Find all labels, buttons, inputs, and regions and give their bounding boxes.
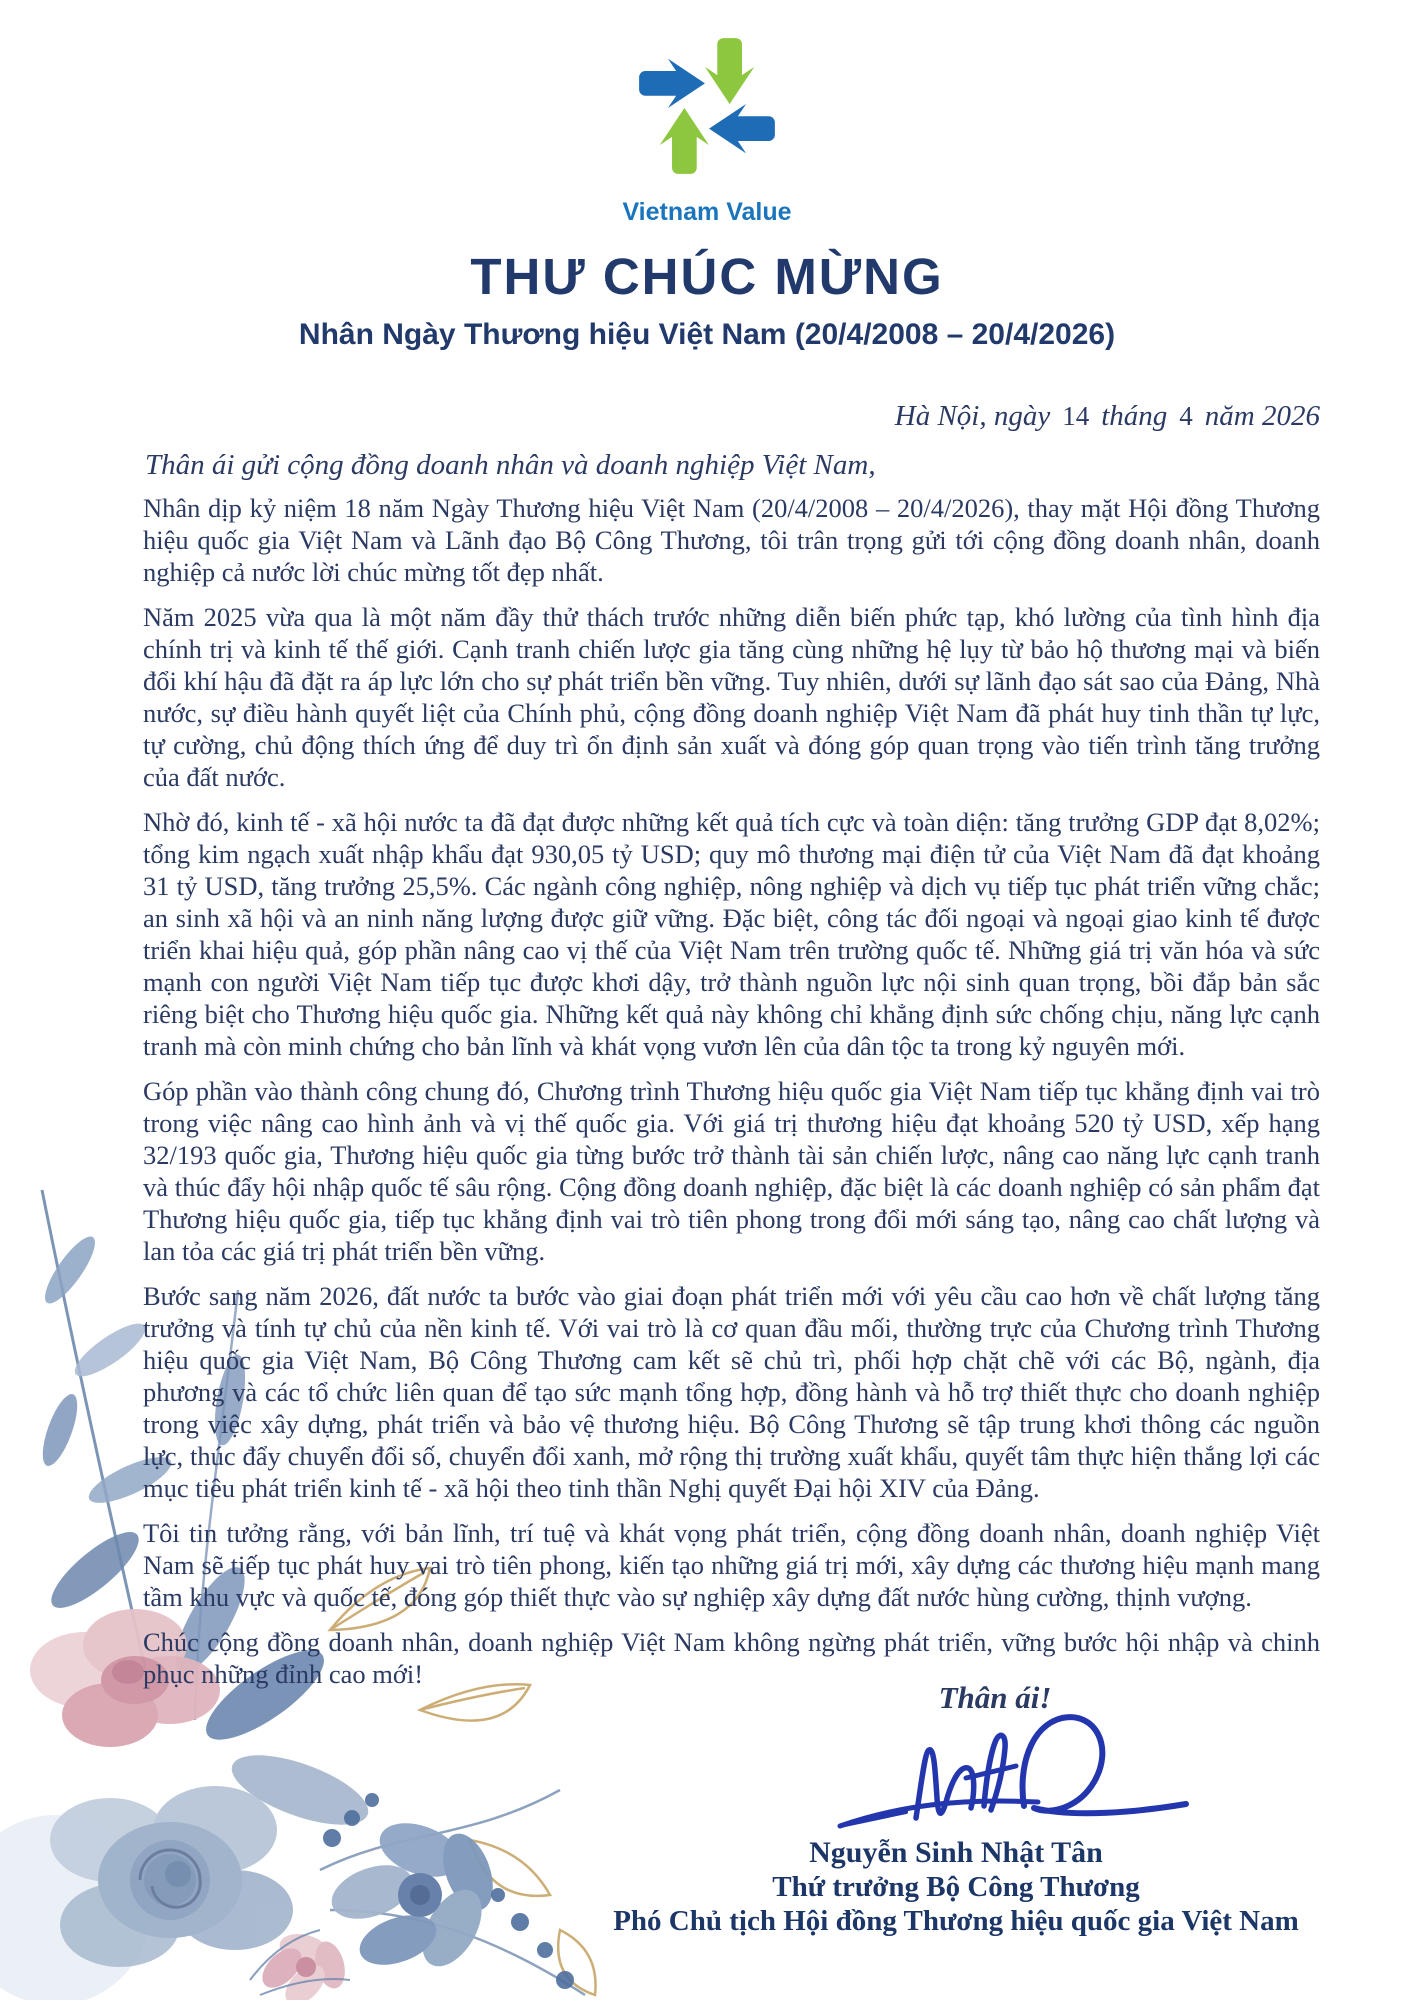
paragraph: Tôi tin tưởng rằng, với bản lĩnh, trí tuệ và khát vọng phát triển, cộng đồng doanh nhân, doanh nghiệp Việt Nam sẽ tiếp tục phát huy vai trò tiên phong, kiến tạo những giá trị mới, xây dựng các thương hiệu mạnh mang tầm khu vực và quốc tế, đóng góp thiết thực vào sự nghiệp xây dựng đất nước hùng cường, thịnh vượng. — [143, 1518, 1320, 1612]
signatory-block — [600, 1836, 1312, 1938]
paragraph: Góp phần vào thành công chung đó, Chương trình Thương hiệu quốc gia Việt Nam tiếp tục khẳng định vai trò trong việc nâng cao hình ảnh và vị thế quốc gia. Với giá trị thương hiệu đạt khoảng 520 tỷ USD, xếp hạng 32/193 quốc gia, Thương hiệu quốc gia từng bước trở thành tài sản chiến lược, nâng cao năng lực cạnh tranh và thúc đẩy hội nhập quốc tế sâu rộng. Cộng đồng doanh nghiệp, đặc biệt là các doanh nghiệp có sản phẩm đạt Thương hiệu quốc gia, tiếp tục khẳng định vai trò tiên phong trong đổi mới sáng tạo, nâng cao chất lượng và lan tỏa các giá trị phát triển bền vững. — [143, 1076, 1320, 1266]
logo-wordmark: Vietnam Value — [622, 198, 792, 226]
dateline-suffix: năm 2026 — [1204, 400, 1320, 432]
paragraph: Nhờ đó, kinh tế - xã hội nước ta đã đạt được những kết quả tích cực và toàn diện: tăng trưởng GDP đạt 8,02%; tổng kim ngạch xuất nhập khẩu đạt 930,05 tỷ USD; quy mô thương mại điện tử của Việt Nam đã đạt khoảng 31 tỷ USD, tăng trưởng 25,5%. Các ngành công nghiệp, nông nghiệp và dịch vụ tiếp tục phát triển vững chắc; an sinh xã hội và an ninh năng lượng được giữ vững. Đặc biệt, công tác đối ngoại và ngoại giao kinh tế được triển khai hiệu quả, góp phần nâng cao vị thế của Việt Nam trên trường quốc tế. Những giá trị văn hóa và sức mạnh con người Việt Nam tiếp tục được khơi dậy, trở thành nguồn lực nội sinh quan trọng, bồi đắp bản sắc riêng biệt cho Thương hiệu quốc gia. Những kết quả này không chỉ khẳng định sức chống chịu, năng lực cạnh tranh mà còn minh chứng cho bản lĩnh và khát vọng vươn lên của dân tộc ta trong kỷ nguyên mới. — [143, 807, 1320, 1061]
vietnam-value-logo — [0, 34, 1414, 183]
dateline-prefix: Hà Nội, ngày — [894, 400, 1051, 432]
letter-title: THƯ CHÚC MỪNG — [470, 248, 944, 305]
paragraph: Năm 2025 vừa qua là một năm đầy thử thách trước những diễn biến phức tạp, khó lường của tình hình địa chính trị và kinh tế thế giới. Cạnh tranh chiến lược gia tăng cùng những hệ lụy từ bảo hộ thương mại và biến đổi khí hậu đã đặt ra áp lực lớn cho sự phát triển bền vững. Tuy nhiên, dưới sự lãnh đạo sát sao của Đảng, Nhà nước, sự điều hành quyết liệt của Chính phủ, cộng đồng doanh nghiệp Việt Nam đã phát huy tinh thần tự lực, tự cường, chủ động thích ứng để duy trì ổn định sản xuất và đóng góp quan trọng vào tiến trình tăng trưởng của đất nước. — [143, 602, 1320, 792]
dateline — [895, 400, 1320, 433]
dateline-month: 4 — [1179, 401, 1193, 431]
letter-body — [143, 492, 1320, 1703]
salutation: Thân ái gửi cộng đồng doanh nhân và doanh nghiệp Việt Nam, — [145, 449, 876, 481]
signatory-title-2: Phó Chủ tịch Hội đồng Thương hiệu quốc gia Việt Nam — [613, 1905, 1299, 1937]
dateline-day: 14 — [1062, 401, 1090, 431]
signatory-title-1: Thứ trưởng Bộ Công Thương — [772, 1871, 1140, 1903]
paragraph: Chúc cộng đồng doanh nhân, doanh nghiệp Việt Nam không ngừng phát triển, vững bước hội nhập và chinh phục những đỉnh cao mới! — [143, 1627, 1320, 1689]
signature-scrawl-icon — [828, 1706, 1228, 1846]
paragraph: Bước sang năm 2026, đất nước ta bước vào giai đoạn phát triển mới với yêu cầu cao hơn về chất lượng tăng trưởng và tính tự chủ của nền kinh tế. Với vai trò là cơ quan đầu mối, thường trực của Chương trình Thương hiệu quốc gia Việt Nam, Bộ Công Thương cam kết sẽ chủ trì, phối hợp chặt chẽ với các Bộ, ngành, địa phương và các tổ chức liên quan để tạo sức mạnh tổng hợp, đồng hành và hỗ trợ thiết thực cho doanh nghiệp trong việc xây dựng, phát triển và bảo vệ thương hiệu. Bộ Công Thương sẽ tập trung khơi thông các nguồn lực, thúc đẩy chuyển đổi số, chuyển đổi xanh, mở rộng thị trường xuất khẩu, quyết tâm thực hiện thắng lợi các mục tiêu phát triển kinh tế - xã hội theo tinh thần Nghị quyết Đại hội XIV của Đảng. — [143, 1281, 1320, 1503]
paragraph: Nhân dịp kỷ niệm 18 năm Ngày Thương hiệu Việt Nam (20/4/2008 – 20/4/2026), thay mặt Hội đồng Thương hiệu quốc gia Việt Nam và Lãnh đạo Bộ Công Thương, tôi trân trọng gửi tới cộng đồng doanh nhân, doanh nghiệp cả nước lời chúc mừng tốt đẹp nhất. — [143, 493, 1320, 587]
closing-phrase: Thân ái! — [938, 1680, 1052, 1715]
signatory-name: Nguyễn Sinh Nhật Tân — [809, 1836, 1103, 1869]
vietnam-value-logo-icon — [631, 34, 783, 178]
dateline-thang: tháng — [1101, 400, 1168, 432]
letter-subtitle: Nhân Ngày Thương hiệu Việt Nam (20/4/2008 – 20/4/2026) — [298, 318, 1116, 351]
